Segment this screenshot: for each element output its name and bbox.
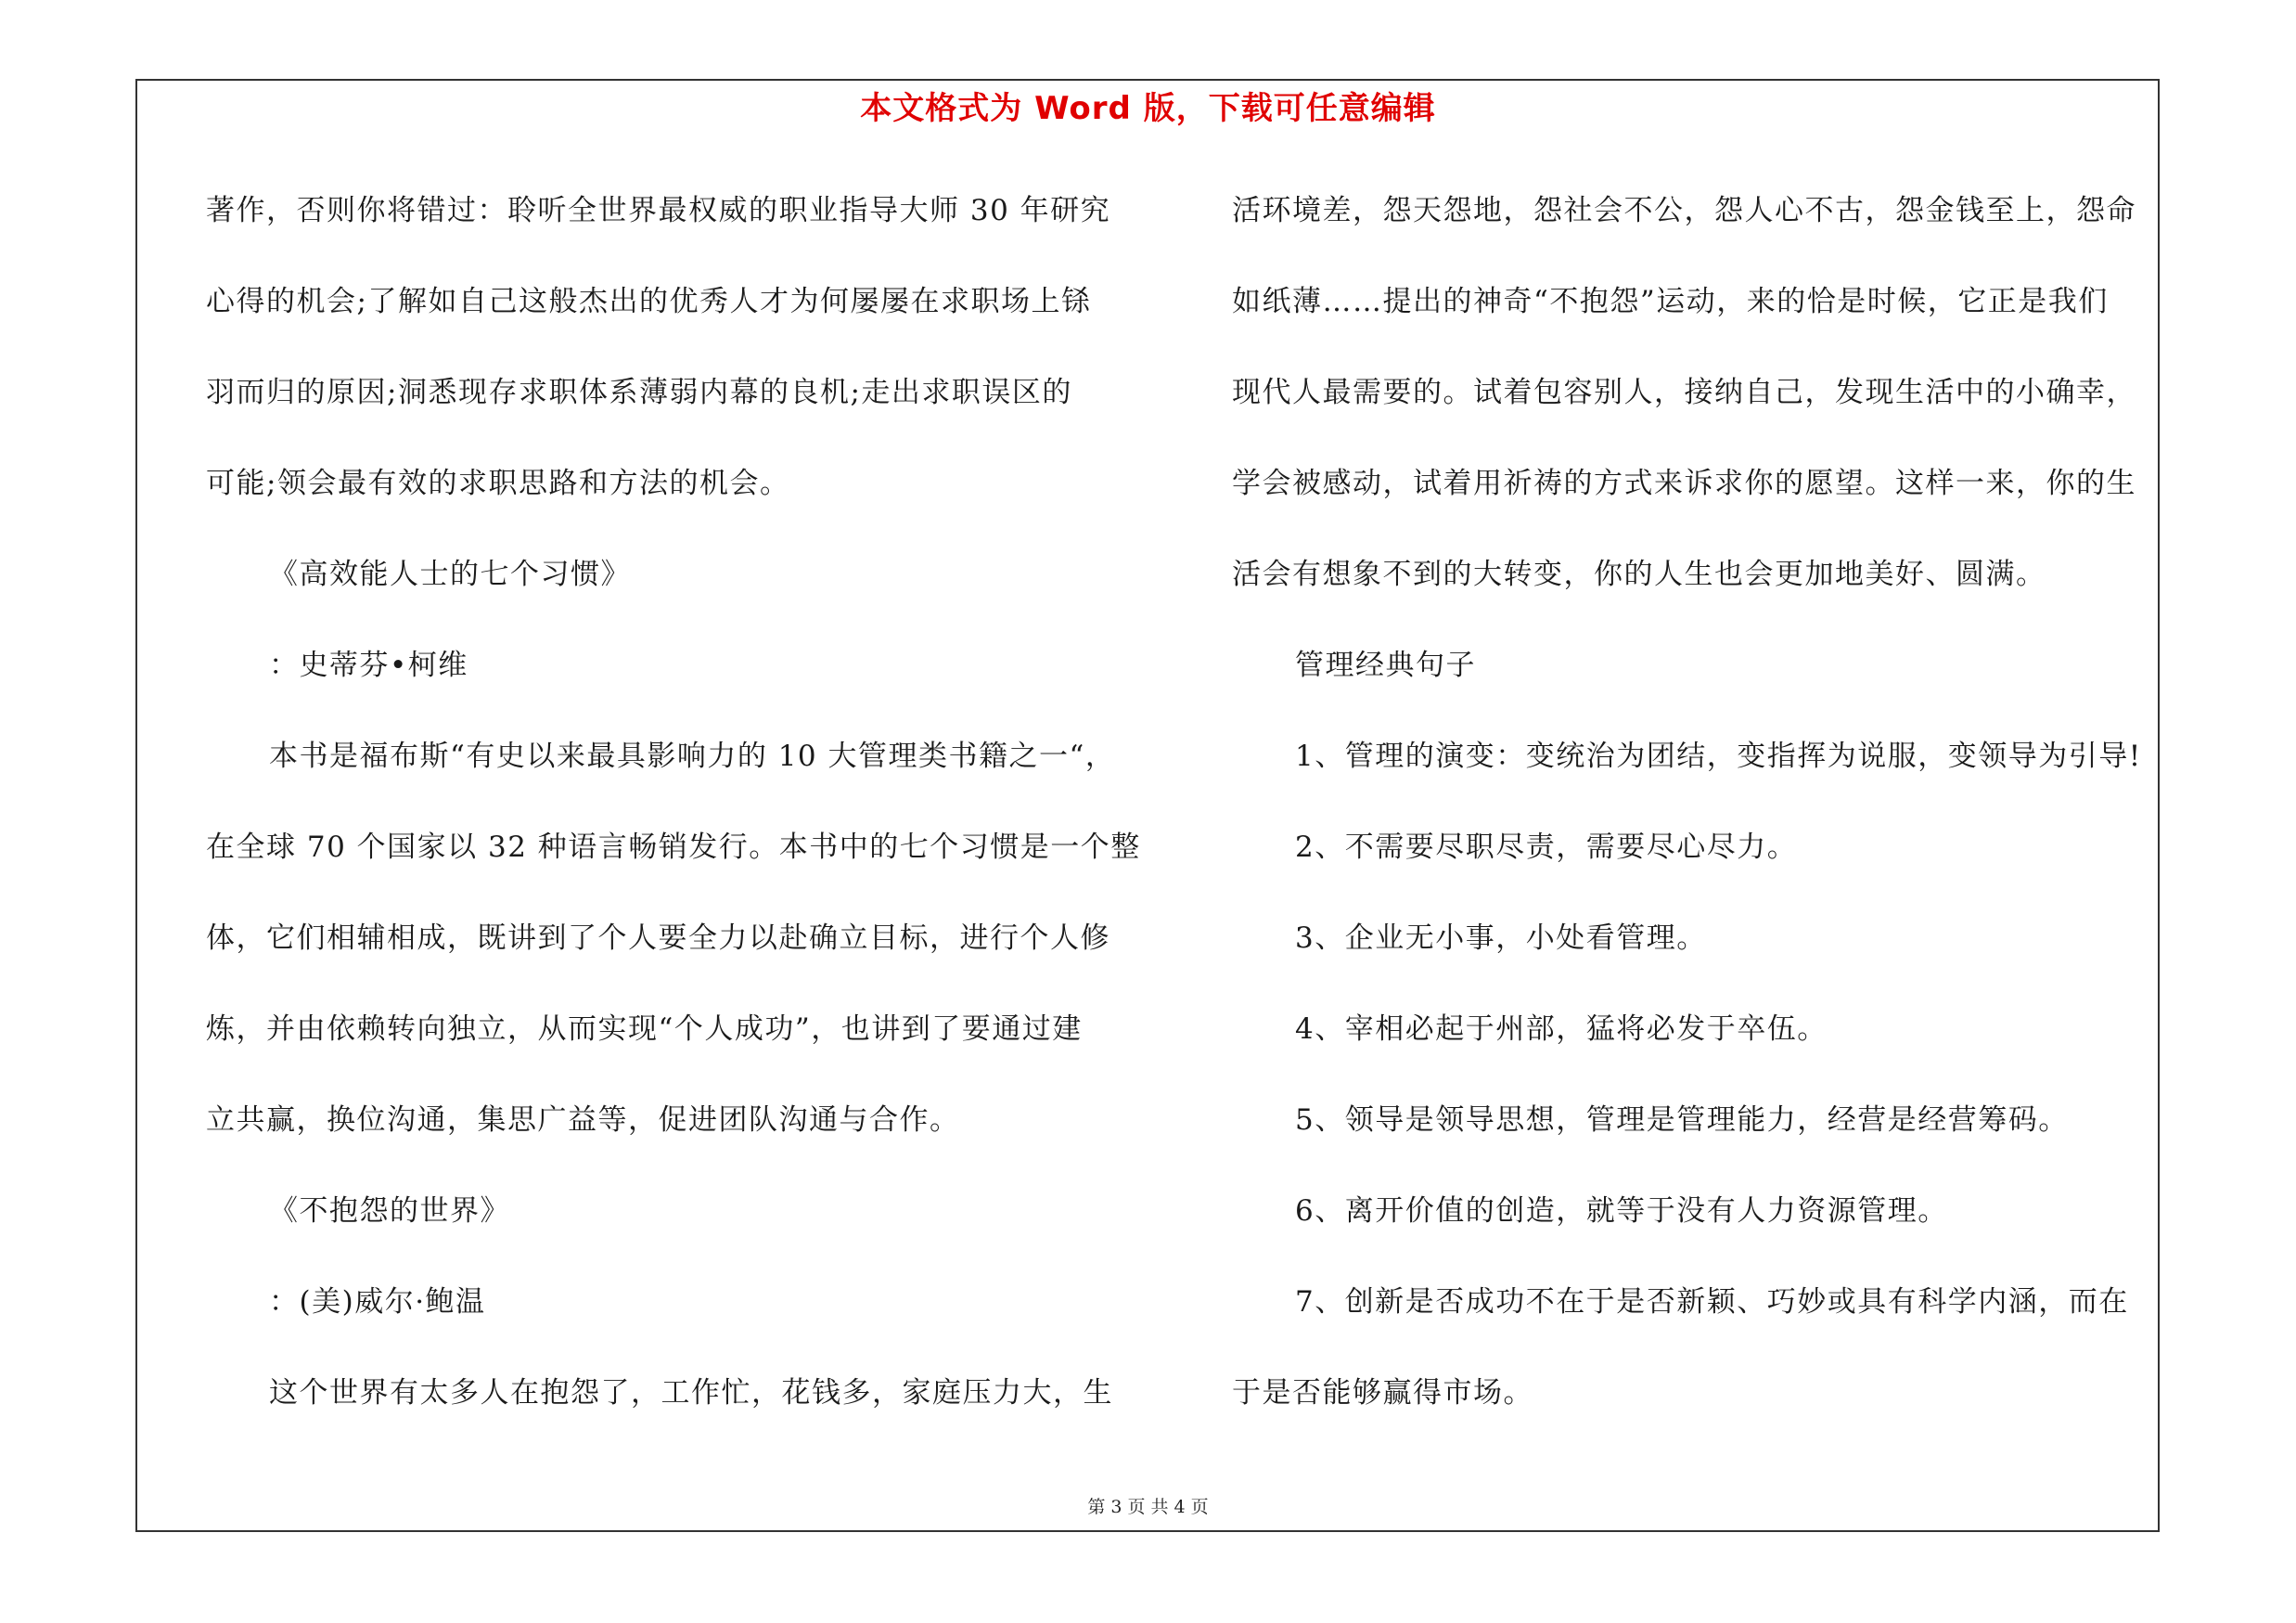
list-item: 4、宰相必起于州部，猛将必发于卒伍。: [1295, 1012, 1828, 1046]
paragraph-line: 本书是福布斯“有史以来最具影响力的 10 大管理类书籍之一“，: [269, 740, 1116, 773]
paragraph-line: 羽而归的原因;洞悉现存求职体系薄弱内幕的良机;走出求职误区的: [206, 376, 1072, 409]
list-item: 2、不需要尽职尽责，需要尽心尽力。: [1295, 831, 1798, 864]
list-item: 3、企业无小事，小处看管理。: [1295, 921, 1707, 955]
page-number: 第 3 页 共 4 页: [1087, 1497, 1209, 1517]
paragraph-line: 如纸薄……提出的神奇“不抱怨”运动，来的恰是时候，它正是我们: [1232, 285, 2109, 318]
list-item: 5、领导是领导思想，管理是管理能力，经营是经营筹码。: [1295, 1103, 2069, 1137]
paragraph-line: 体，它们相辅相成，既讲到了个人要全力以赴确立目标，进行个人修: [206, 921, 1110, 955]
book-title: 《不抱怨的世界》: [269, 1194, 510, 1228]
paragraph-line: 心得的机会;了解如自己这般杰出的优秀人才为何屡屡在求职场上铩: [206, 285, 1092, 318]
list-item: 1、管理的演变：变统治为团结，变指挥为说服，变领导为引导!: [1295, 740, 2142, 773]
paragraph-line: 可能;领会最有效的求职思路和方法的机会。: [206, 467, 790, 500]
paragraph-line: 活环境差，怨天怨地，怨社会不公，怨人心不古，怨金钱至上，怨命: [1232, 194, 2136, 227]
book-author: ：史蒂芬•柯维: [269, 649, 468, 682]
paragraph-line: 立共赢，换位沟通，集思广益等，促进团队沟通与合作。: [206, 1103, 960, 1137]
header-banner: 本文格式为 Word 版，下载可任意编辑: [860, 90, 1436, 127]
paragraph-line: 这个世界有太多人在抱怨了，工作忙，花钱多，家庭压力大，生: [269, 1376, 1113, 1410]
paragraph-line: 炼，并由依赖转向独立，从而实现“个人成功”，也讲到了要通过建: [206, 1012, 1083, 1046]
paragraph-line: 在全球 70 个国家以 32 种语言畅销发行。本书中的七个习惯是一个整: [206, 831, 1141, 864]
right-column: [1232, 184, 2160, 1457]
list-item: 7、创新是否成功不在于是否新颖、巧妙或具有科学内涵，而在: [1295, 1285, 2129, 1319]
section-heading: 管理经典句子: [1295, 649, 1476, 682]
paragraph-line: 学会被感动，试着用祈祷的方式来诉求你的愿望。这样一来，你的生: [1232, 467, 2136, 500]
book-title: 《高效能人士的七个习惯》: [269, 558, 631, 591]
paragraph-line: 活会有想象不到的大转变，你的人生也会更加地美好、圆满。: [1232, 558, 2046, 591]
left-column: [206, 184, 1141, 1457]
list-item: 6、离开价值的创造，就等于没有人力资源管理。: [1295, 1194, 1948, 1228]
paragraph-line: 著作，否则你将错过：聆听全世界最权威的职业指导大师 30 年研究: [206, 194, 1111, 227]
paragraph-line: 于是否能够赢得市场。: [1232, 1376, 1533, 1410]
paragraph-line: 现代人最需要的。试着包容别人，接纳自己，发现生活中的小确幸，: [1232, 376, 2136, 409]
book-author: ：(美)威尔·鲍温: [269, 1285, 486, 1319]
